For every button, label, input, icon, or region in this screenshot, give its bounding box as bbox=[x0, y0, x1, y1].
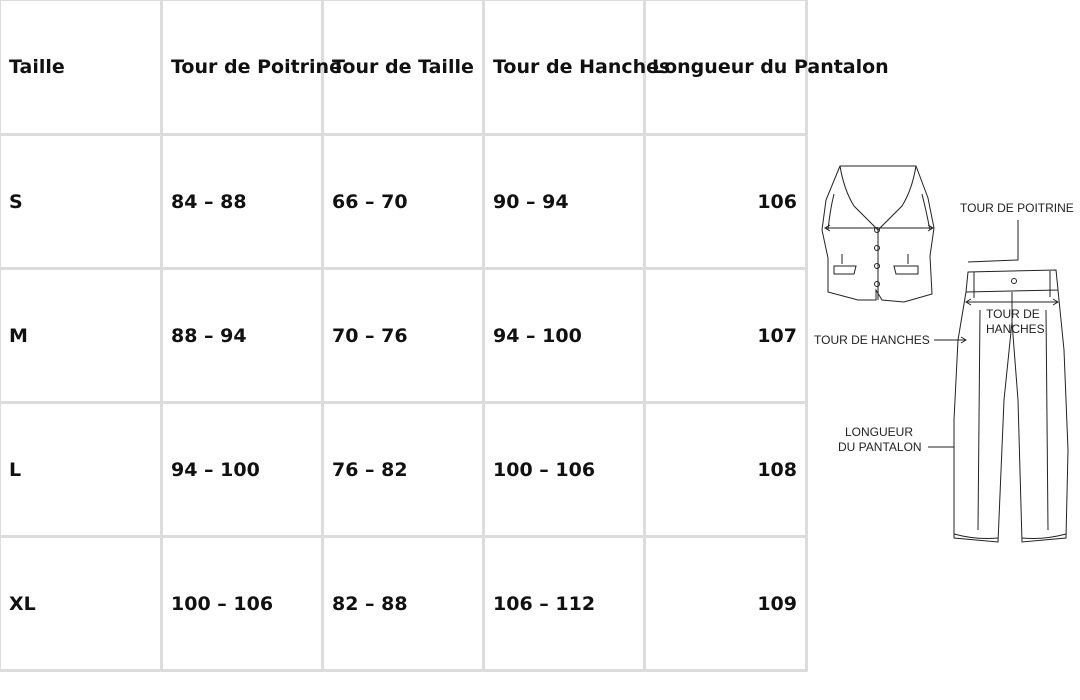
cell-waist: 76 – 82 bbox=[323, 403, 484, 537]
header-waist: Tour de Taille bbox=[323, 1, 484, 135]
cell-trouser-length: 107 bbox=[645, 269, 807, 403]
header-hips: Tour de Hanches bbox=[484, 1, 645, 135]
cell-size: S bbox=[1, 135, 162, 269]
table-row bbox=[1, 537, 807, 671]
cell-size: M bbox=[1, 269, 162, 403]
cell-chest: 84 – 88 bbox=[162, 135, 323, 269]
table-row bbox=[1, 135, 807, 269]
cell-waist: 82 – 88 bbox=[323, 537, 484, 671]
garment-diagram bbox=[808, 150, 1080, 550]
cell-size: L bbox=[1, 403, 162, 537]
cell-hips: 100 – 106 bbox=[484, 403, 645, 537]
trousers-drawing bbox=[928, 220, 1068, 542]
cell-hips: 90 – 94 bbox=[484, 135, 645, 269]
label-tour-de-taille-line2: HANCHES bbox=[986, 322, 1045, 336]
cell-trouser-length: 106 bbox=[645, 135, 807, 269]
cell-hips: 94 – 100 bbox=[484, 269, 645, 403]
label-tour-de-hanches: TOUR DE HANCHES bbox=[814, 333, 930, 347]
cell-chest: 94 – 100 bbox=[162, 403, 323, 537]
label-longueur-line1: LONGUEUR bbox=[845, 425, 914, 439]
cell-size: XL bbox=[1, 537, 162, 671]
cell-hips: 106 – 112 bbox=[484, 537, 645, 671]
vest-drawing bbox=[822, 166, 934, 302]
cell-trouser-length: 108 bbox=[645, 403, 807, 537]
measurement-illustration bbox=[808, 150, 1080, 550]
header-trouser-length: Longueur du Pantalon bbox=[645, 1, 807, 135]
table-row bbox=[1, 269, 807, 403]
cell-chest: 88 – 94 bbox=[162, 269, 323, 403]
cell-chest: 100 – 106 bbox=[162, 537, 323, 671]
cell-waist: 70 – 76 bbox=[323, 269, 484, 403]
header-size: Taille bbox=[1, 1, 162, 135]
table-row bbox=[1, 403, 807, 537]
label-tour-de-poitrine: TOUR DE POITRINE bbox=[960, 201, 1074, 215]
label-tour-de-taille-line1: TOUR DE bbox=[986, 307, 1040, 321]
label-longueur-line2: DU PANTALON bbox=[838, 440, 922, 454]
header-chest: Tour de Poitrine bbox=[162, 1, 323, 135]
table-header-row bbox=[1, 1, 807, 135]
cell-waist: 66 – 70 bbox=[323, 135, 484, 269]
cell-trouser-length: 109 bbox=[645, 537, 807, 671]
